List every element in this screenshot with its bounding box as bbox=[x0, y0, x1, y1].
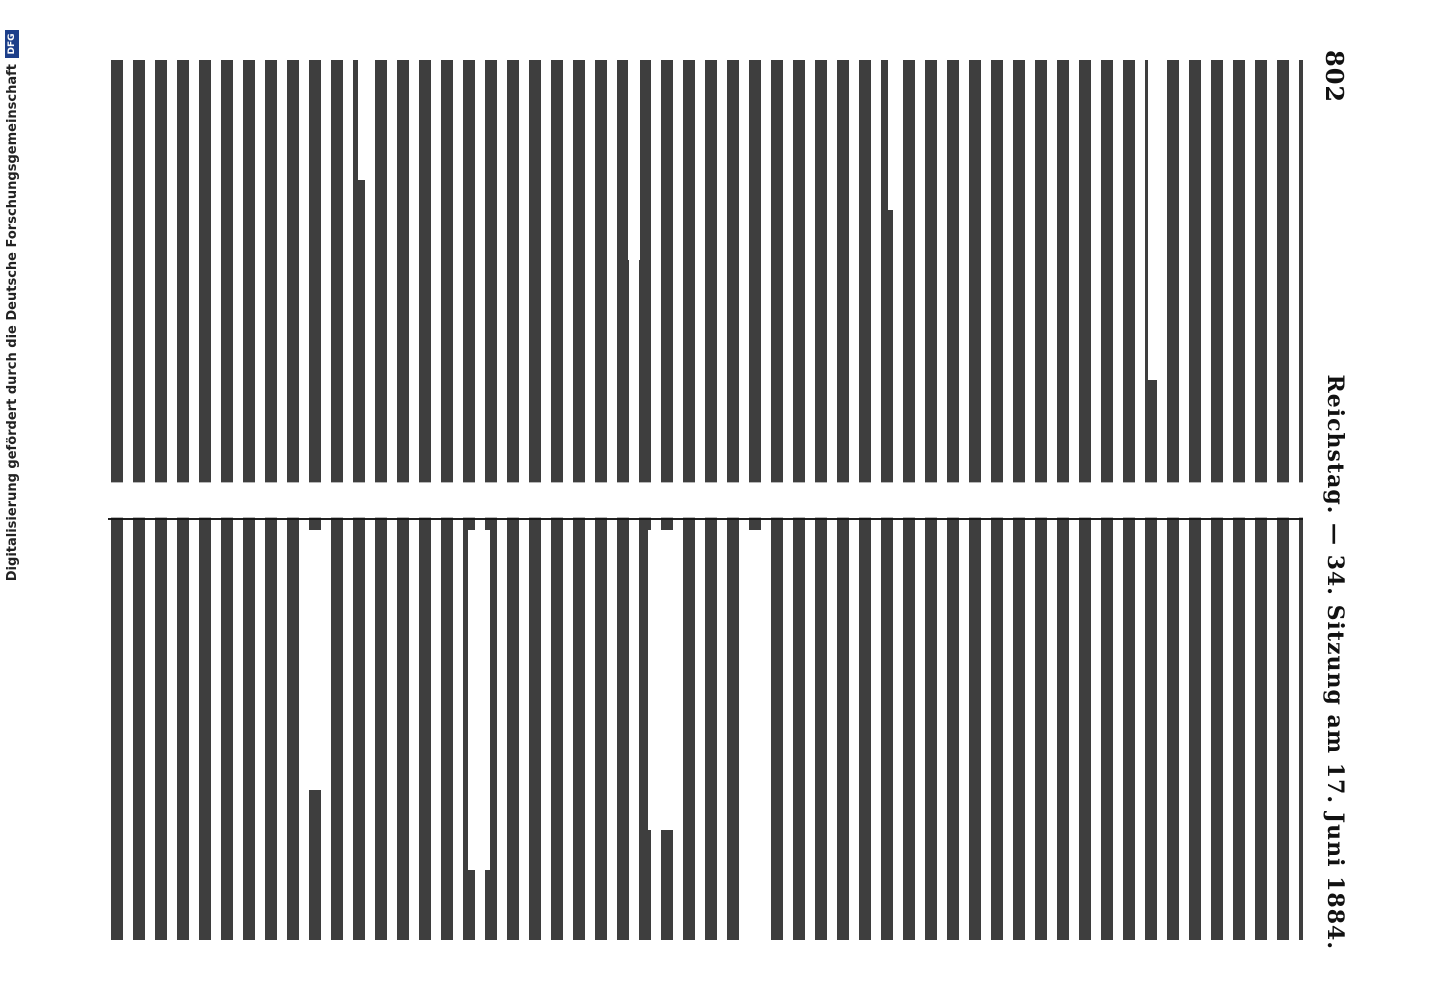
paragraph-gap bbox=[468, 530, 490, 870]
page-number: 802 bbox=[1320, 50, 1350, 104]
paragraph-gap bbox=[748, 530, 768, 950]
text-column-right bbox=[108, 60, 1303, 940]
paragraph-gap bbox=[648, 530, 674, 830]
running-header bbox=[1315, 50, 1355, 950]
digitization-credit bbox=[1, 0, 23, 1000]
dfg-logo: DFG bbox=[5, 30, 19, 58]
running-title: Reichstag. — 34. Sitzung am 17. Juni 1884. bbox=[1322, 374, 1348, 950]
column-text-lines bbox=[108, 60, 1303, 940]
credit-text: Digitalisierung gefördert durch die Deutsche Forschungsgemeinschaft bbox=[4, 64, 20, 582]
paragraph-gap bbox=[308, 530, 326, 790]
